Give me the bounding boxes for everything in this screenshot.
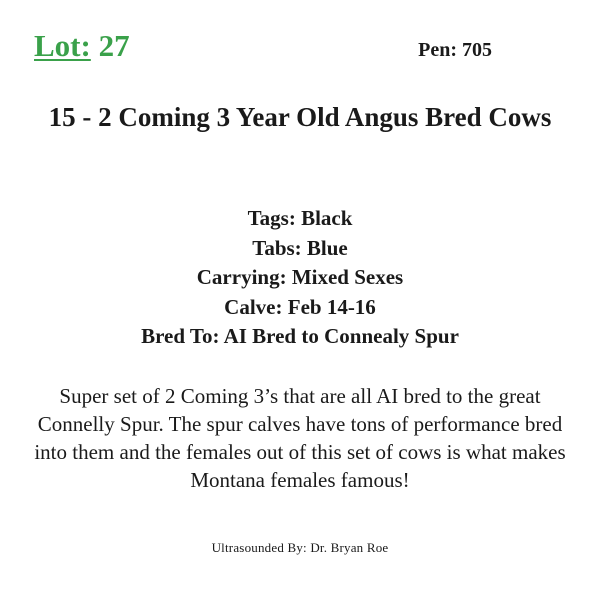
lot-label: Lot: xyxy=(34,28,91,63)
lot-description: Super set of 2 Coming 3’s that are all AI bred to the great Connelly Spur. The spur calves have tons of performance bred into them and the females out of this set of cows is what makes Montana females famous! xyxy=(34,384,566,492)
detail-tabs: Tabs: Blue xyxy=(252,235,348,260)
detail-calve: Calve: Feb 14-16 xyxy=(224,294,376,319)
detail-carrying: Carrying: Mixed Sexes xyxy=(196,265,404,289)
lot-details xyxy=(20,204,580,352)
detail-tags: Tags: Black xyxy=(247,206,353,230)
pen-number: Pen: 705 xyxy=(418,39,492,61)
lot-heading xyxy=(34,30,130,61)
detail-bred-to: Bred To: AI Bred to Connealy Spur xyxy=(141,324,459,348)
lot-number: 27 xyxy=(98,28,130,63)
lot-title: 15 - 2 Coming 3 Year Old Angus Bred Cows xyxy=(48,102,552,132)
ultrasounded-by: Ultrasounded By: Dr. Bryan Roe xyxy=(211,540,389,555)
